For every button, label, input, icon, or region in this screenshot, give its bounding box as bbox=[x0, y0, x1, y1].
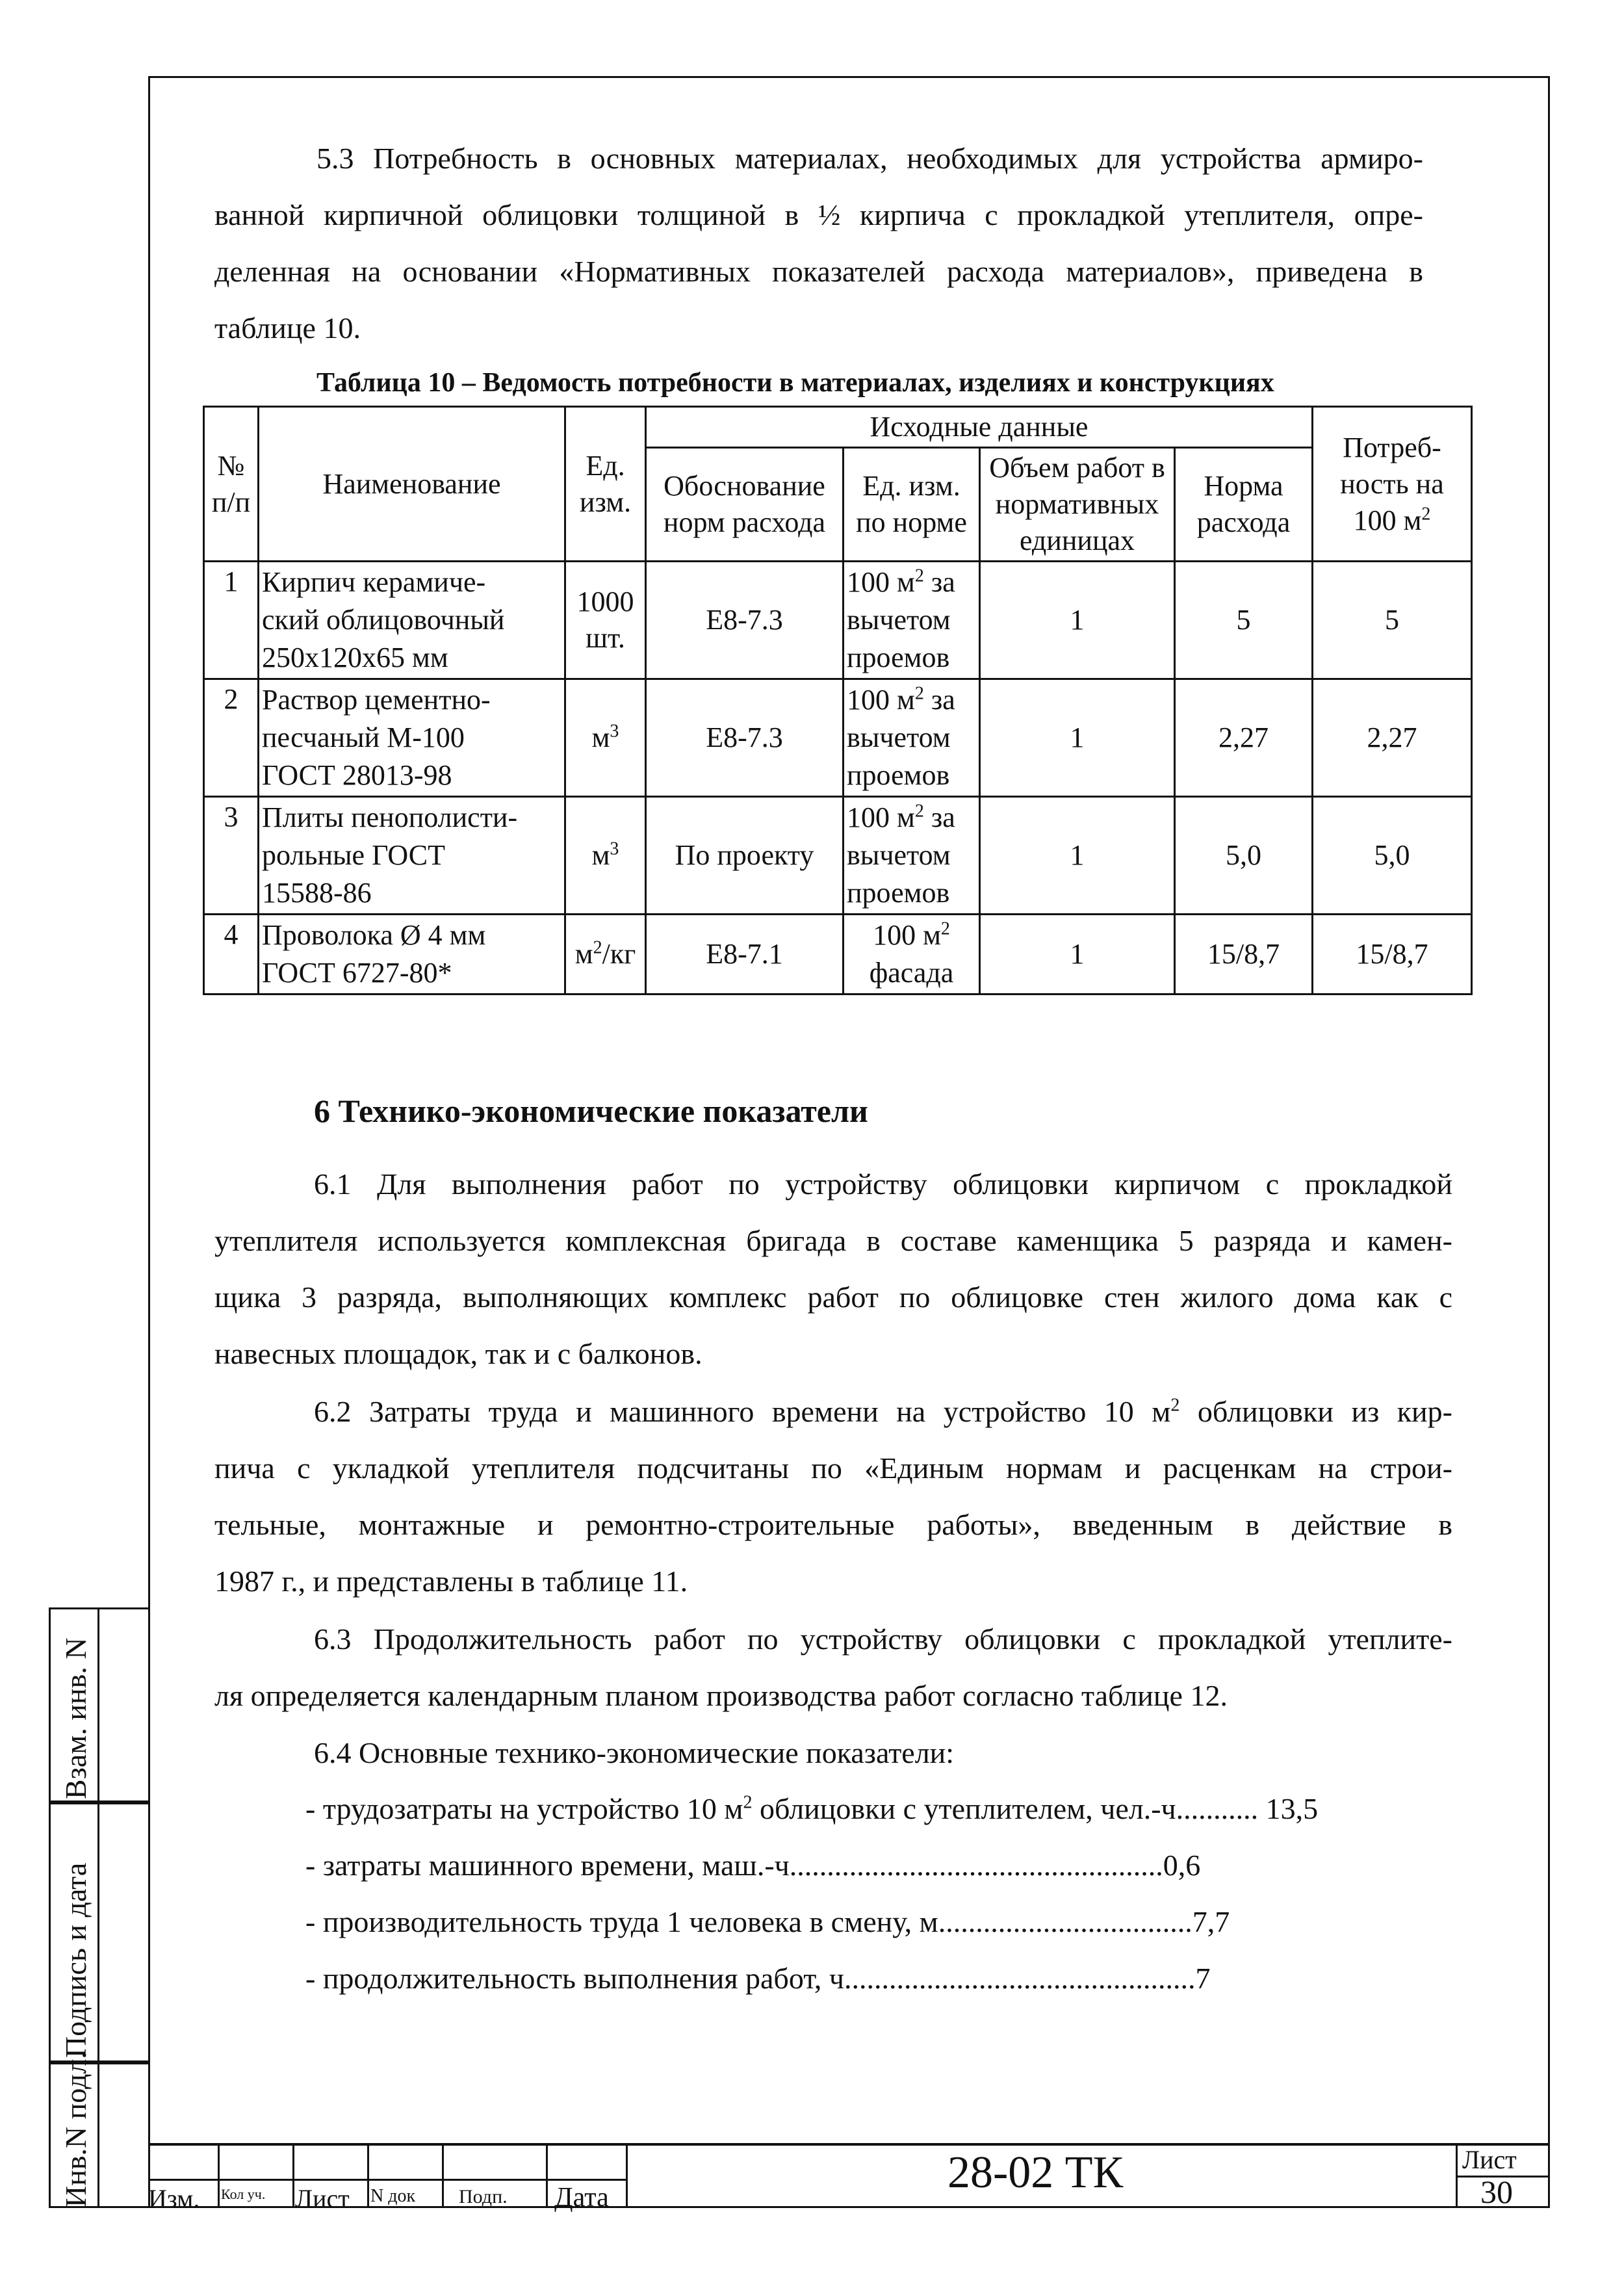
row-name: Кирпич керамиче- ский облицовочный 250х120х65 мм bbox=[259, 562, 565, 679]
stamp-ndok-label: N док bbox=[370, 2186, 416, 2206]
stamp-sheet-label: Лист bbox=[1462, 2145, 1517, 2174]
row-name: Раствор цементно- песчаный М-100 ГОСТ 28013-98 bbox=[259, 679, 565, 797]
section-5-3-text bbox=[214, 130, 1423, 356]
text-line: 5.3 Потребность в основных материалах, необходимых для устройства армиро- bbox=[316, 142, 1423, 175]
document-code: 28-02 ТК bbox=[947, 2148, 1124, 2198]
materials-table bbox=[203, 406, 1473, 995]
header-need: Потреб-ность на 100 $м^2$ bbox=[1313, 407, 1472, 562]
section-6-1-text: 6.1 Для выполнения работ по устройству облицовки кирпичом с прокладкой утеплителя используется комплексная бригада в составе каменщика 5 разряда и камен- щика 3 разряда, выполняющих комплекс работ по облицовке стен жилого дома как с навесных площадок, так и с балконов. bbox=[214, 1167, 1452, 1370]
header-norm-unit: Ед. изм. по норме bbox=[844, 448, 980, 562]
table-row: 4 Проволока Ø 4 мм ГОСТ 6727-80* $м^2/кг$ Е8-7.1 100 $м^2$ фасада 1 15/8,7 15/8,7 bbox=[204, 915, 1472, 994]
stamp-list-label: Лист bbox=[295, 2184, 350, 2213]
kpi-machine-time: - затраты машинного времени, маш.-ч..................................................0,6 bbox=[305, 1849, 1201, 1882]
side-vzam-label: Взам. инв. N bbox=[59, 1637, 92, 1799]
stamp-kol-label: Кол уч. bbox=[221, 2186, 266, 2202]
kpi-labor: - трудозатраты на устройство 10 $м^2$ облицовки с утеплителем, чел.-ч........... 13,5 bbox=[305, 1792, 1319, 1825]
text-line: деленная на основании «Нормативных показателей расхода материалов», приведена в bbox=[214, 255, 1423, 288]
row-name: Проволока Ø 4 мм ГОСТ 6727-80* bbox=[259, 915, 565, 994]
header-name: Наименование bbox=[259, 407, 565, 562]
header-num: № п/п bbox=[204, 407, 259, 562]
kpi-duration: - продолжительность выполнения работ, ч...............................................7 bbox=[305, 1962, 1211, 1995]
kpi-productivity: - производительность труда 1 человека в смену, м..................................7,7 bbox=[305, 1905, 1230, 1938]
stamp-podp-label: Подп. bbox=[459, 2186, 508, 2207]
table-row: 2 Раствор цементно- песчаный М-100 ГОСТ 28013-98 $м^3$ Е8-7.3 100 $м^2$ за вычетом проемов 1 2,27 2,27 bbox=[204, 679, 1472, 797]
section-6-3-text: 6.3 Продолжительность работ по устройству облицовки с прокладкой утеплите- ля определяется календарным планом производства работ согласно таблице 12. bbox=[214, 1622, 1452, 1712]
side-stamp-signature bbox=[49, 1802, 148, 2062]
side-signature-label: Подпись и дата bbox=[59, 1862, 92, 2058]
title-block bbox=[148, 2143, 1550, 2213]
header-norm: Норма расхода bbox=[1175, 448, 1313, 562]
row-name: Плиты пенополисти- рольные ГОСТ 15588-86 bbox=[259, 797, 565, 915]
header-volume: Объем работ в нормативных единицах bbox=[980, 448, 1175, 562]
stamp-data-label: Дата bbox=[554, 2183, 609, 2213]
section-6-heading: 6 Технико-экономические показатели bbox=[314, 1093, 868, 1129]
stamp-sheet-number: 30 bbox=[1480, 2174, 1513, 2210]
stamp-izm-label: Изм. bbox=[148, 2184, 200, 2213]
text-line: таблице 10. bbox=[214, 311, 361, 344]
section-6-4-heading: 6.4 Основные технико-экономические показатели: bbox=[314, 1736, 955, 1769]
table-row: 3 Плиты пенополисти- рольные ГОСТ 15588-86 $м^3$ По проекту 100 $м^2$ за вычетом проемов 1 5,0 5,0 bbox=[204, 797, 1472, 915]
side-stamp-vzam bbox=[49, 1607, 148, 1802]
side-stamp-inv bbox=[49, 2051, 148, 2208]
header-basis: Обоснование норм расхода bbox=[646, 448, 844, 562]
table-row: 1 Кирпич керамиче- ский облицовочный 250х120х65 мм 1000 шт. Е8-7.3 100 $м^2$ за вычетом проемов 1 5 5 bbox=[204, 562, 1472, 679]
section-6-2-text: 6.2 Затраты труда и машинного времени на устройство 10 $м^2$ облицовки из кир- пича с укладкой утеплителя подсчитаны по «Единым нормам и расценкам на строи- тельные, монтажные и ремонтно-строительные работы», введенным в действие в 1987 г., и представлены в таблице 11. bbox=[214, 1395, 1452, 1598]
header-source-group: Исходные данные bbox=[646, 407, 1313, 448]
header-unit: Ед. изм. bbox=[565, 407, 646, 562]
table-caption: Таблица 10 – Ведомость потребности в материалах, изделиях и конструкциях bbox=[316, 368, 1274, 398]
side-inv-label: Инв.N подл. bbox=[59, 2051, 92, 2207]
text-line: ванной кирпичной облицовки толщиной в ½ кирпича с прокладкой утеплителя, опре- bbox=[214, 198, 1423, 231]
